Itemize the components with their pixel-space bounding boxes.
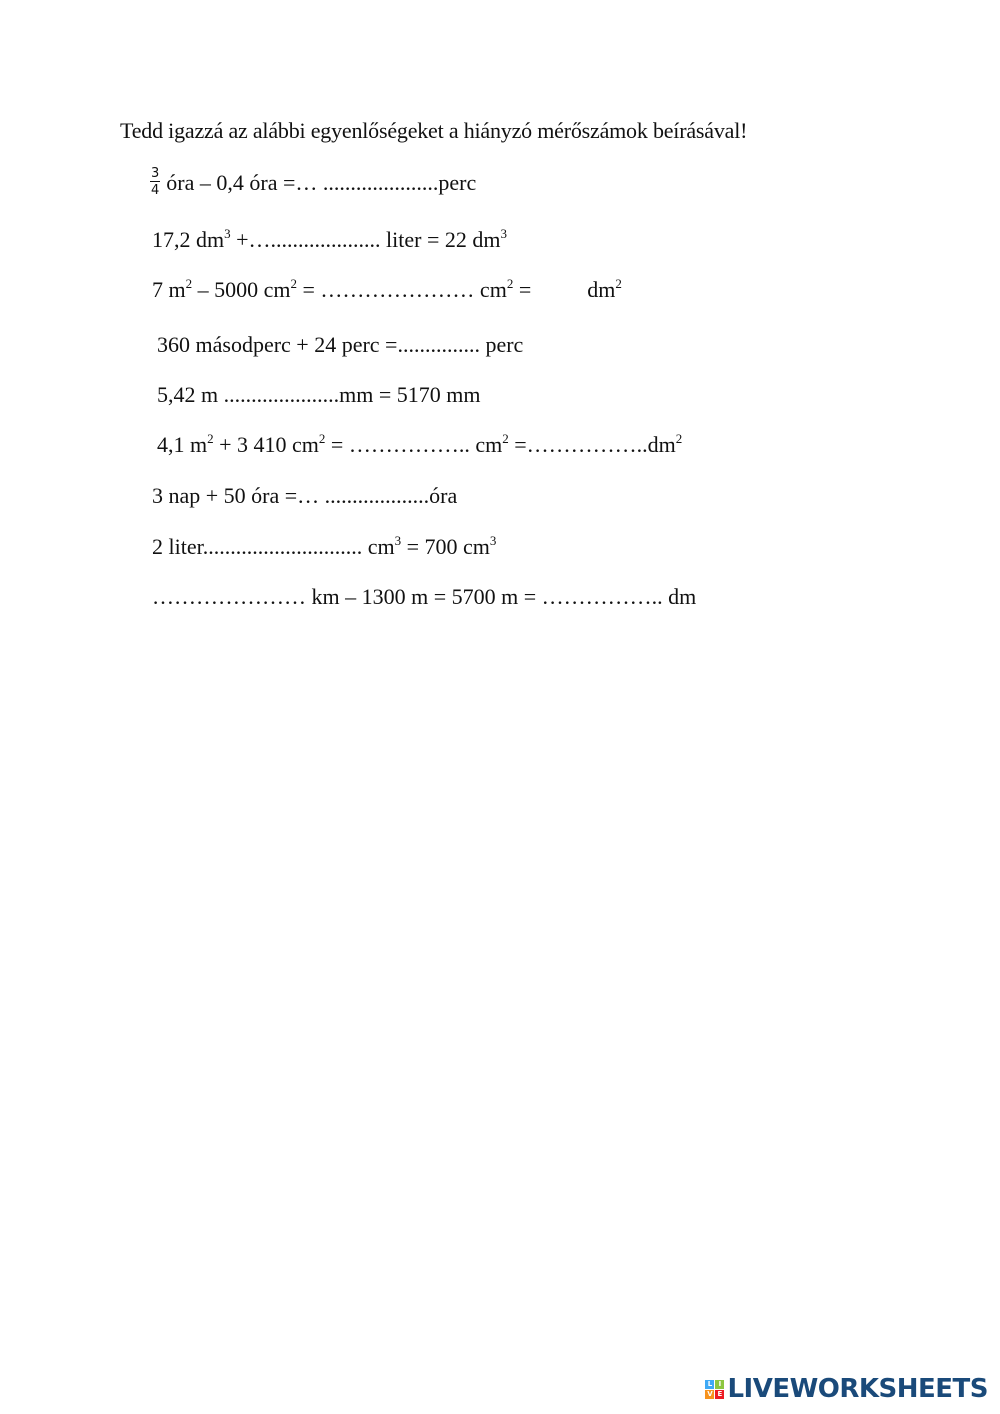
exponent: 3 xyxy=(224,226,231,241)
exercise-6-part-d: =……………..dm xyxy=(508,432,676,457)
exercise-5 xyxy=(157,384,480,406)
exercise-6 xyxy=(157,431,683,457)
exponent: 2 xyxy=(502,431,509,446)
exercise-8-part-a: 2 liter............................. cm xyxy=(152,534,395,559)
exercise-9-text: ………………… km – 1300 m = 5700 m = …………….. dm xyxy=(152,584,697,609)
exercise-1 xyxy=(150,166,477,200)
exponent: 2 xyxy=(185,276,193,291)
exercise-7-text: 3 nap + 50 óra =… ...................óra xyxy=(152,483,458,508)
exercise-9 xyxy=(152,586,696,608)
logo-mark-cell: I xyxy=(715,1380,724,1389)
exponent: 3 xyxy=(394,533,402,548)
logo-mark-cell: L xyxy=(705,1380,714,1389)
logo-mark-icon xyxy=(705,1380,724,1399)
exponent: 3 xyxy=(489,533,497,548)
exponent: 3 xyxy=(500,226,507,241)
exponent: 2 xyxy=(615,276,622,291)
exercise-3-part-c: = ………………… cm xyxy=(297,277,507,302)
exercise-3-part-d: = xyxy=(513,277,532,302)
exercise-8-part-b: = 700 cm xyxy=(401,534,490,559)
exercise-6-part-c: = …………….. cm xyxy=(325,432,503,457)
exponent: 2 xyxy=(207,431,214,446)
logo-mark-cell: V xyxy=(707,1389,713,1398)
exercise-6-part-a: 4,1 m xyxy=(157,432,208,457)
fraction-three-quarters xyxy=(150,167,160,197)
instruction-text: Tedd igazzá az alábbi egyenlőségeket a hiányzó mérőszámok beírásával! xyxy=(120,118,748,143)
exercise-5-text: 5,42 m .....................mm = 5170 mm xyxy=(157,382,481,407)
exponent: 2 xyxy=(290,276,298,291)
exponent: 2 xyxy=(506,276,514,291)
logo-mark-cell: E xyxy=(715,1390,724,1399)
exercise-3-part-b: – 5000 cm xyxy=(192,277,291,302)
exercise-2 xyxy=(152,226,507,252)
exercise-2-part-a: 17,2 dm xyxy=(152,227,225,252)
exercise-1-text: óra – 0,4 óra =… .....................perc xyxy=(166,170,477,196)
fraction-numerator: 3 xyxy=(151,166,160,181)
exercise-4 xyxy=(157,334,523,356)
exponent: 2 xyxy=(318,431,326,446)
exponent: 2 xyxy=(675,431,683,446)
liveworksheets-logo xyxy=(705,1374,988,1404)
exercise-2-part-b: +….................... liter = 22 dm xyxy=(230,227,501,252)
exercise-7 xyxy=(152,485,457,507)
exercise-4-text: 360 másodperc + 24 perc =............... perc xyxy=(157,332,524,357)
fraction-denominator: 4 xyxy=(151,183,160,198)
logo-text: LIVEWORKSHEETS xyxy=(727,1374,988,1404)
exercise-3 xyxy=(152,276,622,302)
exercise-3-part-a: 7 m xyxy=(152,277,186,302)
exercise-8 xyxy=(152,533,497,559)
exercise-3-part-e: dm xyxy=(587,277,616,302)
exercise-6-part-b: + 3 410 cm xyxy=(213,432,319,457)
